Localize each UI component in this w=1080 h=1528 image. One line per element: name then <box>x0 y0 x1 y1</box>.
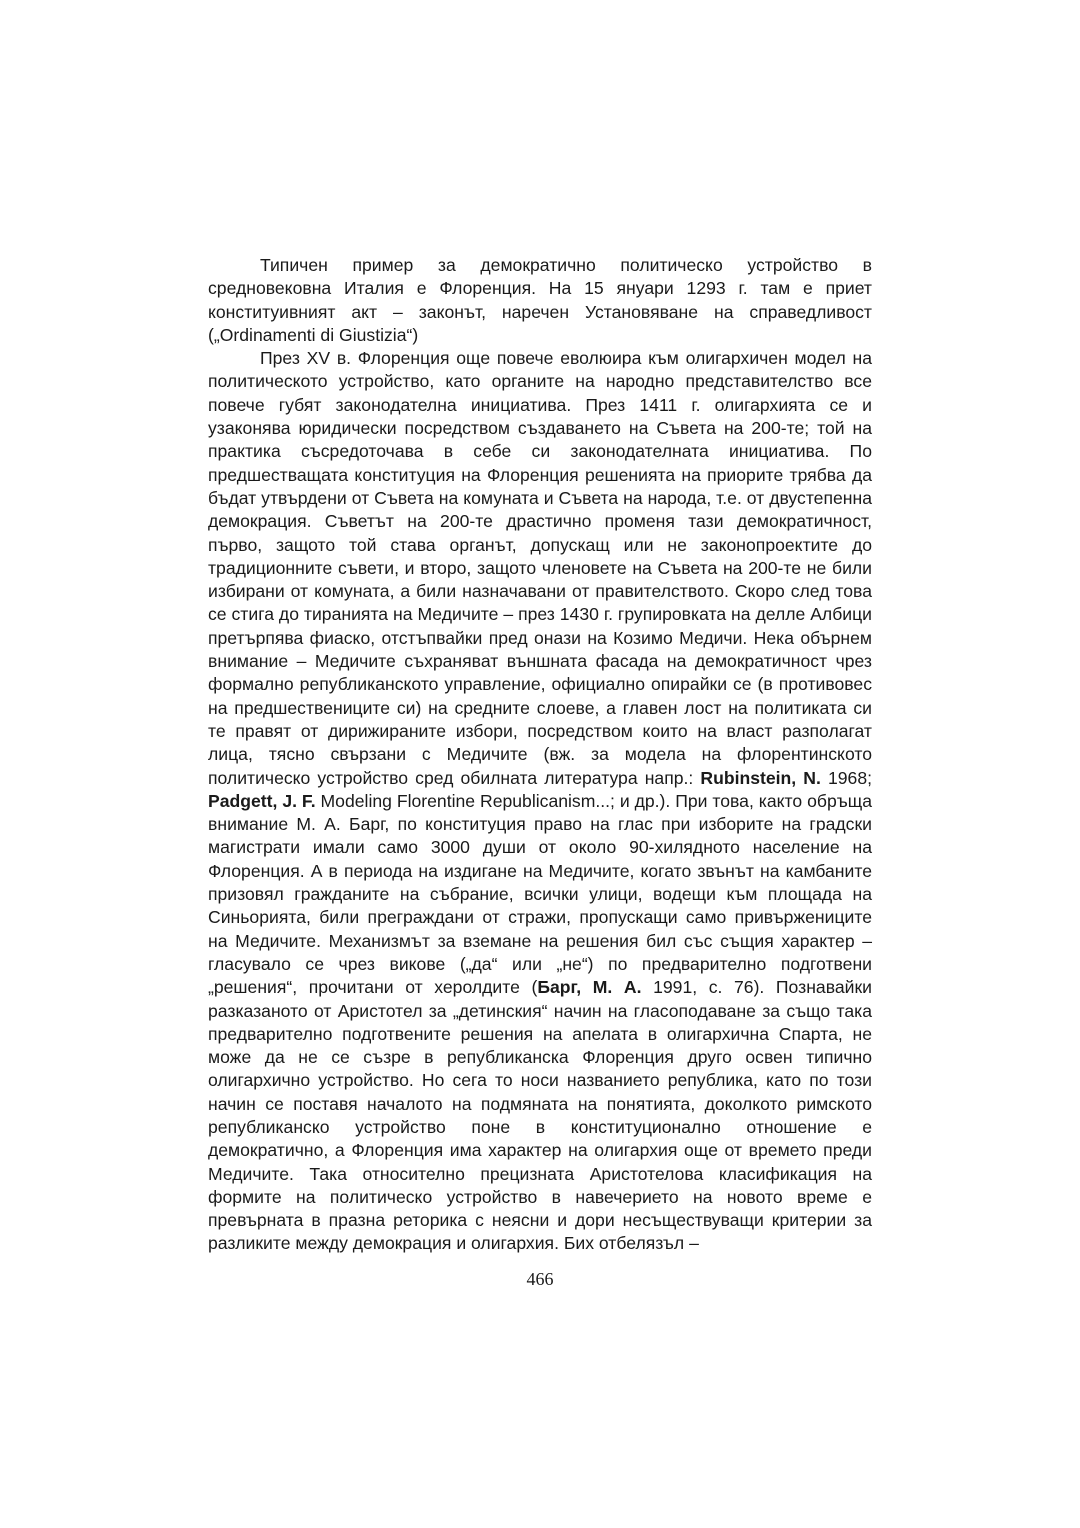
text-run: Modeling Florentine Republicanism...; и др.). При това, както обръща внимание М. А. Барг, по конституция право на глас при изборите на градски магистрати имали само 3000 души от около 90-хилядното население на Флоренция. А в периода на издигане на Медичите, когато звънът на камбаните призовял гражданите на събрание, всички улици, водещи към площада на Синьорията, били преграждани от стражи, пропускащи само привържениците на Медичите. Механизмът за вземане на решения бил със същия характер – гласувало се чрез викове („да“ или „не“) по предварително подготвени „решения“, прочитани от херолдите ( <box>208 790 872 998</box>
text-run: 1968; <box>820 767 872 788</box>
paragraph-2 <box>208 347 872 1256</box>
text-run: 1991, с. 76). Познавайки разказаното от Аристотел за „детинския“ начин на гласоподаване за също така предварително подготвените решения на апелата в олигархична Спарта, не може да не се съзре в републиканска Флоренция друго освен типично олигархично устройство. Но сега то носи названието република, като по този начин се поставя началото на подмяната на понятията, доколкото римското републиканско устройство поне в конституционално отношение е демократично, а Флоренция има характер на олигархия още от времето преди Медичите. Така относително прецизната Аристотелова класификация на формите на политическо устройство в навечерието на новото време е превърната в празна реторика с неясни и дори несъществуващи критерии за разликите между демокрация и олигархия. Бих отбелязъл – <box>208 977 872 1254</box>
bold-reference: Барг, М. А. <box>537 977 642 998</box>
bold-reference: Padgett, J. F. <box>208 790 316 811</box>
body-text <box>208 254 872 1256</box>
text-run: През XV в. Флоренция още повече еволюира към олигархичен модел на политическото устройство, като органите на народно представителство все повече губят законодателна инициатива. През 1411 г. олигархията се и узаконява юридически посредством създаването на Съвета на 200-те; той на практика съсредоточава в себе си законодателната инициатива. По предшестващата конституция на Флоренция решенията на приорите трябва да бъдат утвърдени от Съвета на комуната и Съвета на народа, т.е. от двустепенна демокрация. Съветът на 200-те драстично променя тази демократичност, първо, защото той става органът, допускащ или не законопроектите до традиционните съвети, и второ, защото членовете на Съвета на 200-те не били избирани от комуната, а били назначавани от правителството. Скоро след това се стига до тиранията на Медичите – през 1430 г. групировката на делле Албици претърпява фиаско, отстъпвайки пред онази на Козимо Медичи. Нека обърнем внимание – Медичите съхраняват външната фасада на демократичност чрез формално републиканското управление, официално опирайки се (в противовес на предшествениците си) на средните слоеве, а главен лост на политиката си те правят от дирижираните избори, посредством които на власт разполагат лица, тясно свързани с Медичите (вж. за модела на флорентинското политическо устройство сред обилната литература напр.: <box>208 348 872 788</box>
text-run: Типичен пример за демократично политическо устройство в средновековна Италия е Флоренция. На 15 януари 1293 г. там е приет конституивният акт – законът, наречен Установяване на справедливост („Ordinamenti di Giustizia“) <box>208 255 872 345</box>
page-number: 466 <box>526 1269 554 1289</box>
bold-reference: Rubinstein, N. <box>700 767 821 788</box>
paragraph-1 <box>208 254 872 347</box>
